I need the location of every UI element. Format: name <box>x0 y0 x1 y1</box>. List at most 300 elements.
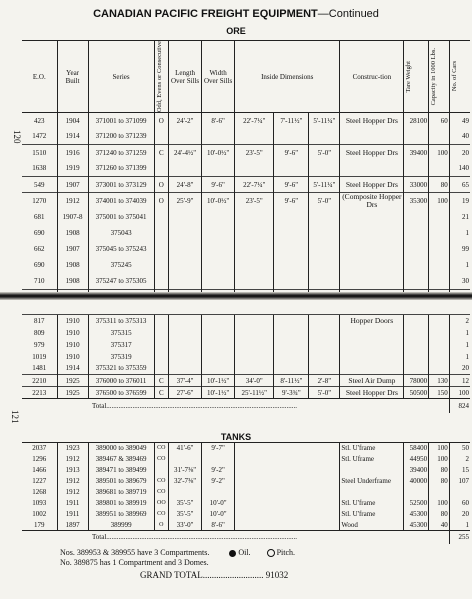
cell-d3 <box>309 161 340 177</box>
cell-series: 375247 to 375305 <box>88 273 154 289</box>
cell-mark: OO <box>154 498 168 509</box>
cell-blank1 <box>235 487 340 498</box>
col-tare-label: Tare Weight <box>405 60 413 93</box>
cell-eo: 549 <box>22 177 57 193</box>
tank-row <box>22 498 470 509</box>
ore-total-row <box>22 399 470 413</box>
cell-con: Steel Underframe <box>340 476 404 487</box>
cell-series: 375045 to 375243 <box>88 241 154 257</box>
cell-series: 375311 to 375313 <box>88 315 154 327</box>
cell-con: Hopper Doors <box>340 315 404 327</box>
cell-tare <box>404 257 429 273</box>
cell-con: Steel Hopper Drs <box>340 177 404 193</box>
cell-series: 375319 <box>88 351 154 363</box>
cell-con <box>340 327 404 339</box>
cell-cap <box>429 257 450 273</box>
table-row <box>22 351 470 363</box>
cell-width: 9'-6" <box>202 177 235 193</box>
cell-series: 375315 <box>88 327 154 339</box>
cell-length <box>169 339 202 351</box>
col-eo: E.O. <box>22 41 57 113</box>
cell-year: 1912 <box>57 193 88 210</box>
page-number: 120 <box>12 130 22 144</box>
col-capacity <box>429 41 450 113</box>
cell-odd <box>154 327 168 339</box>
cell-length: 25'-9" <box>169 193 202 210</box>
cell-series: 371200 to 371239 <box>88 129 154 145</box>
tanks-total-label: Total............................................................................................................. <box>22 531 449 544</box>
cell-eo: 423 <box>22 113 57 129</box>
cell-cars: 19 <box>449 193 470 210</box>
cell-series: 389999 <box>88 520 154 531</box>
cell-d2 <box>274 161 309 177</box>
cell-length: 35'-5" <box>169 498 202 509</box>
cell-year: 1904 <box>57 113 88 129</box>
cell-tare: 39400 <box>404 145 429 161</box>
cell-width <box>202 339 235 351</box>
title-text: CANADIAN PACIFIC FREIGHT EQUIPMENT <box>93 8 318 20</box>
table-row <box>22 113 470 129</box>
cell-eo: 179 <box>34 520 45 529</box>
cell-cap <box>429 315 450 327</box>
col-cars <box>449 41 470 113</box>
cell-eo: 1268 <box>32 488 47 496</box>
cell-width <box>202 454 235 465</box>
cell-odd <box>154 161 168 177</box>
cell-width <box>202 209 235 225</box>
cell-tare <box>404 209 429 225</box>
oil-legend <box>229 548 250 557</box>
cell-length <box>169 351 202 363</box>
col-capacity-label: Capacity in 1000 Lbs. <box>430 47 438 106</box>
cell-width <box>202 363 235 375</box>
cell-series: 389467 & 389469 <box>88 454 154 465</box>
cell-eo: 817 <box>22 315 57 327</box>
cell-con: Steel Hopper Drs <box>340 113 404 129</box>
cell-tare: 33000 <box>404 177 429 193</box>
page-title <box>0 8 472 20</box>
cell-length: 24'-4½" <box>169 145 202 161</box>
cell-d1: 22'-7¼" <box>235 177 274 193</box>
cell-cars: 49 <box>449 113 470 129</box>
cell-odd <box>154 363 168 375</box>
cell-blank1 <box>235 520 340 531</box>
cell-tare: 44950 <box>404 454 429 465</box>
cell-mark: O <box>154 520 168 531</box>
cell-d2 <box>274 209 309 225</box>
cell-odd <box>154 257 168 273</box>
pitch-legend <box>267 548 295 557</box>
cell-eo: 681 <box>34 213 45 222</box>
cell-length: 27'-6" <box>169 387 202 399</box>
cell-year: 1908 <box>57 225 88 241</box>
page-121 <box>0 300 472 599</box>
cell-cap: 100 <box>429 498 450 509</box>
cell-year: 1916 <box>57 145 88 161</box>
cell-length: 41'-6" <box>169 443 202 454</box>
cell-eo: 809 <box>34 328 45 337</box>
table-row <box>22 193 470 210</box>
cell-width <box>202 351 235 363</box>
cell-cap: 130 <box>429 375 450 387</box>
cell-cars: 30 <box>449 273 470 289</box>
cell-year: 1913 <box>57 465 88 476</box>
cell-cars: 1 <box>449 520 470 531</box>
header-row <box>22 41 470 113</box>
cell-series: 371240 to 371259 <box>88 145 154 161</box>
cell-d1 <box>235 209 274 225</box>
cell-series: 375043 <box>88 225 154 241</box>
cell-cap: 100 <box>429 193 450 210</box>
cell-tare <box>404 225 429 241</box>
cell-cars: 65 <box>449 177 470 193</box>
cell-year: 1907-8 <box>57 209 88 225</box>
cell-length: 35'-5" <box>169 509 202 520</box>
cell-d3 <box>309 257 340 273</box>
cell-d2: 9'-6" <box>274 145 309 161</box>
cell-d2 <box>274 315 309 327</box>
cell-width: 10'-0½" <box>202 193 235 210</box>
cell-cars: 1 <box>449 225 470 241</box>
cell-length <box>169 225 202 241</box>
cell-series: 371001 to 371099 <box>88 113 154 129</box>
cell-width: 9'-7" <box>202 443 235 454</box>
cell-odd <box>154 241 168 257</box>
tanks-total-row <box>22 531 470 544</box>
cell-tare: 58400 <box>404 443 429 454</box>
cell-d2: 9'-6" <box>274 177 309 193</box>
page-gap <box>0 292 472 300</box>
cell-tare: 39400 <box>404 465 429 476</box>
cell-cap: 100 <box>429 145 450 161</box>
cell-width: 10'-0" <box>202 498 235 509</box>
cell-series: 375245 <box>88 257 154 273</box>
cell-year: 1914 <box>57 363 88 375</box>
cell-cars: 15 <box>449 465 470 476</box>
table-row <box>22 129 470 145</box>
cell-con: Steel Hopper Drs <box>340 145 404 161</box>
table-row <box>22 339 470 351</box>
tank-row <box>22 476 470 487</box>
cell-con: Stl. Uframe <box>340 454 404 465</box>
cell-con <box>340 209 404 225</box>
cell-width: 8'-6" <box>202 520 235 531</box>
cell-d1 <box>235 225 274 241</box>
cell-eo: 2037 <box>32 444 47 453</box>
cell-tare: 40000 <box>404 476 429 487</box>
cell-year: 1908 <box>57 273 88 289</box>
cell-d2 <box>274 363 309 375</box>
tanks-total-text: Total <box>92 533 107 542</box>
oil-label: Oil. <box>238 548 251 557</box>
tanks-table <box>22 442 470 544</box>
cell-d3 <box>309 327 340 339</box>
cell-con: Steel Hopper Drs <box>340 387 404 399</box>
cell-d3 <box>309 129 340 145</box>
tank-row <box>22 465 470 476</box>
cell-series: 374001 to 374039 <box>88 193 154 210</box>
page-number-121: 121 <box>10 410 20 424</box>
cell-con <box>340 465 404 476</box>
cell-cars: 60 <box>449 498 470 509</box>
cell-cap: 100 <box>429 454 450 465</box>
cell-con <box>340 225 404 241</box>
cell-length <box>169 454 202 465</box>
note1-text: Nos. 389953 & 389955 have 3 Compartments. <box>60 548 210 557</box>
cell-cap <box>429 339 450 351</box>
cell-eo: 2213 <box>22 387 57 399</box>
cell-year: 1925 <box>57 375 88 387</box>
col-series: Series <box>88 41 154 113</box>
table-row <box>22 387 470 399</box>
cell-mark: CO <box>154 454 168 465</box>
cell-con <box>340 339 404 351</box>
cell-cars: 1 <box>449 351 470 363</box>
ore-table <box>22 40 470 305</box>
oil-dot-icon <box>229 550 236 557</box>
cell-mark: CO <box>154 487 168 498</box>
tank-row <box>22 520 470 531</box>
cell-length <box>169 129 202 145</box>
cell-d2 <box>274 241 309 257</box>
cell-eo: 662 <box>34 245 45 254</box>
cell-d3: 5'-11¼" <box>309 177 340 193</box>
cell-series: 376000 to 376011 <box>88 375 154 387</box>
cell-d3 <box>309 339 340 351</box>
tanks-total-value: 255 <box>449 531 470 544</box>
cell-width: 8'-6" <box>202 113 235 129</box>
cell-con <box>340 161 404 177</box>
cell-year: 1907 <box>57 177 88 193</box>
col-odd-label: Odd, Evens or Consecutive <box>155 41 163 113</box>
cell-cars: 2 <box>449 454 470 465</box>
cell-con: Stl. U'frame <box>340 443 404 454</box>
cell-width: 10'-0" <box>202 509 235 520</box>
tank-row <box>22 443 470 454</box>
cell-eo: 710 <box>34 276 45 285</box>
cell-width <box>202 241 235 257</box>
col-tare <box>404 41 429 113</box>
cell-eo: 1638 <box>32 164 47 173</box>
cell-eo: 690 <box>34 229 45 238</box>
tank-row <box>22 509 470 520</box>
cell-cars: 20 <box>449 145 470 161</box>
cell-cap <box>429 241 450 257</box>
cell-d3: 5'-0" <box>309 145 340 161</box>
cell-cap <box>429 487 450 498</box>
cell-width: 10'-1½" <box>202 387 235 399</box>
cell-year: 1908 <box>57 257 88 273</box>
cell-year: 1923 <box>57 443 88 454</box>
cell-tare <box>404 363 429 375</box>
cell-year: 1897 <box>57 520 88 531</box>
cell-tare: 52500 <box>404 498 429 509</box>
cell-length <box>169 363 202 375</box>
cell-eo: 1227 <box>32 477 47 485</box>
cell-eo: 2210 <box>22 375 57 387</box>
cell-cap <box>429 209 450 225</box>
cell-d2: 9'-6" <box>274 193 309 210</box>
cell-length: 24'-8" <box>169 177 202 193</box>
cell-year: 1910 <box>57 351 88 363</box>
tank-row <box>22 454 470 465</box>
cell-length <box>169 315 202 327</box>
table-row <box>22 273 470 289</box>
cell-tare: 50500 <box>404 387 429 399</box>
cell-year: 1925 <box>57 387 88 399</box>
col-odd <box>154 41 168 113</box>
cell-cars: 20 <box>449 509 470 520</box>
cell-con <box>340 487 404 498</box>
cell-odd <box>154 339 168 351</box>
cell-tare <box>404 241 429 257</box>
cell-length: 24'-2" <box>169 113 202 129</box>
cell-d1: 23'-5" <box>235 193 274 210</box>
cell-eo: 1481 <box>32 364 47 373</box>
cell-cars: 1 <box>449 339 470 351</box>
cell-d2 <box>274 129 309 145</box>
cell-eo: 1270 <box>22 193 57 210</box>
cell-mark: CO <box>154 509 168 520</box>
cell-d1 <box>235 161 274 177</box>
col-width: Width Over Sills <box>202 41 235 113</box>
table-row <box>22 145 470 161</box>
cell-series: 389951 to 389969 <box>88 509 154 520</box>
section-ore: ORE <box>226 26 246 36</box>
table-row <box>22 257 470 273</box>
cell-cars: 2 <box>449 315 470 327</box>
cell-tare <box>404 351 429 363</box>
cell-year: 1910 <box>57 339 88 351</box>
cell-width <box>202 225 235 241</box>
cell-eo: 690 <box>34 261 45 270</box>
cell-cap: 40 <box>429 520 450 531</box>
cell-d3 <box>309 241 340 257</box>
cell-cap: 60 <box>429 113 450 129</box>
cell-length: 37'-4" <box>169 375 202 387</box>
table-row <box>22 363 470 375</box>
cell-width <box>202 161 235 177</box>
cell-con: Stl. U'frame <box>340 498 404 509</box>
cell-d1: 34'-0" <box>235 375 274 387</box>
cell-d3: 5'-0" <box>309 193 340 210</box>
cell-odd <box>154 351 168 363</box>
cell-d2: 9'-3¾" <box>274 387 309 399</box>
total-label-text: Total <box>92 401 107 410</box>
table-row <box>22 177 470 193</box>
cell-d2 <box>274 273 309 289</box>
cell-series: 389000 to 389049 <box>88 443 154 454</box>
cell-series: 371260 to 371399 <box>88 161 154 177</box>
cell-cap: 80 <box>429 177 450 193</box>
cell-eo: 1019 <box>32 352 47 361</box>
cell-tare <box>404 273 429 289</box>
cell-cap: 80 <box>429 509 450 520</box>
cell-d3: 5'-0" <box>309 387 340 399</box>
cell-series: 389501 to 389679 <box>88 476 154 487</box>
cell-blank1 <box>235 476 340 487</box>
cell-eo: 979 <box>34 340 45 349</box>
cell-tare <box>404 129 429 145</box>
cell-d3 <box>309 363 340 375</box>
cell-cap <box>429 351 450 363</box>
cell-cars: 140 <box>449 161 470 177</box>
cell-tare: 78000 <box>404 375 429 387</box>
cell-odd <box>154 315 168 327</box>
cell-tare <box>404 339 429 351</box>
cell-tare: 45300 <box>404 520 429 531</box>
cell-d3 <box>309 273 340 289</box>
cell-blank1 <box>235 443 340 454</box>
pitch-circle-icon <box>267 549 275 557</box>
cell-tare <box>404 161 429 177</box>
cell-odd: O <box>154 193 168 210</box>
cell-cap <box>429 327 450 339</box>
cell-mark: CO <box>154 443 168 454</box>
cell-cars: 40 <box>449 129 470 145</box>
cell-odd: C <box>154 145 168 161</box>
tank-row <box>22 487 470 498</box>
cell-mark <box>154 465 168 476</box>
note-compartments <box>60 548 295 557</box>
cell-series: 375317 <box>88 339 154 351</box>
table-row <box>22 241 470 257</box>
cell-d1 <box>235 129 274 145</box>
table-row <box>22 375 470 387</box>
cell-blank1 <box>235 465 340 476</box>
cell-length: 31'-7⅜" <box>169 465 202 476</box>
cell-odd: O <box>154 177 168 193</box>
cell-tare: 35300 <box>404 193 429 210</box>
cell-cars: 99 <box>449 241 470 257</box>
cell-series: 375001 to 375041 <box>88 209 154 225</box>
section-tanks: TANKS <box>220 432 252 442</box>
cell-eo: 1510 <box>22 145 57 161</box>
cell-con: Steel Air Dump <box>340 375 404 387</box>
cell-width: 10'-1½" <box>202 375 235 387</box>
cell-series: 389471 to 389499 <box>88 465 154 476</box>
cell-odd: O <box>154 113 168 129</box>
cell-d1 <box>235 257 274 273</box>
cell-year: 1911 <box>57 509 88 520</box>
cell-tare <box>404 487 429 498</box>
cell-year: 1914 <box>57 129 88 145</box>
cell-cars: 107 <box>449 476 470 487</box>
cell-length <box>169 161 202 177</box>
cell-year: 1907 <box>57 241 88 257</box>
cell-width: 10'-0½" <box>202 145 235 161</box>
cell-length <box>169 209 202 225</box>
cell-d3 <box>309 351 340 363</box>
cell-width <box>202 315 235 327</box>
cell-series: 389801 to 389919 <box>88 498 154 509</box>
cell-d1: 23'-5" <box>235 145 274 161</box>
col-construction: Construc-tion <box>340 41 404 113</box>
cell-con: (Composite Hopper Drs <box>340 193 404 210</box>
cell-width <box>202 257 235 273</box>
table-row <box>22 225 470 241</box>
cell-length <box>169 487 202 498</box>
cell-cap <box>429 161 450 177</box>
cell-odd <box>154 225 168 241</box>
cell-d3 <box>309 209 340 225</box>
note-domes: No. 389875 has 1 Compartment and 3 Domes. <box>60 558 209 567</box>
cell-odd <box>154 129 168 145</box>
cell-d3 <box>309 225 340 241</box>
cell-cap: 80 <box>429 465 450 476</box>
col-cars-label: No. of Cars <box>450 61 458 92</box>
cell-series: 376500 to 376599 <box>88 387 154 399</box>
